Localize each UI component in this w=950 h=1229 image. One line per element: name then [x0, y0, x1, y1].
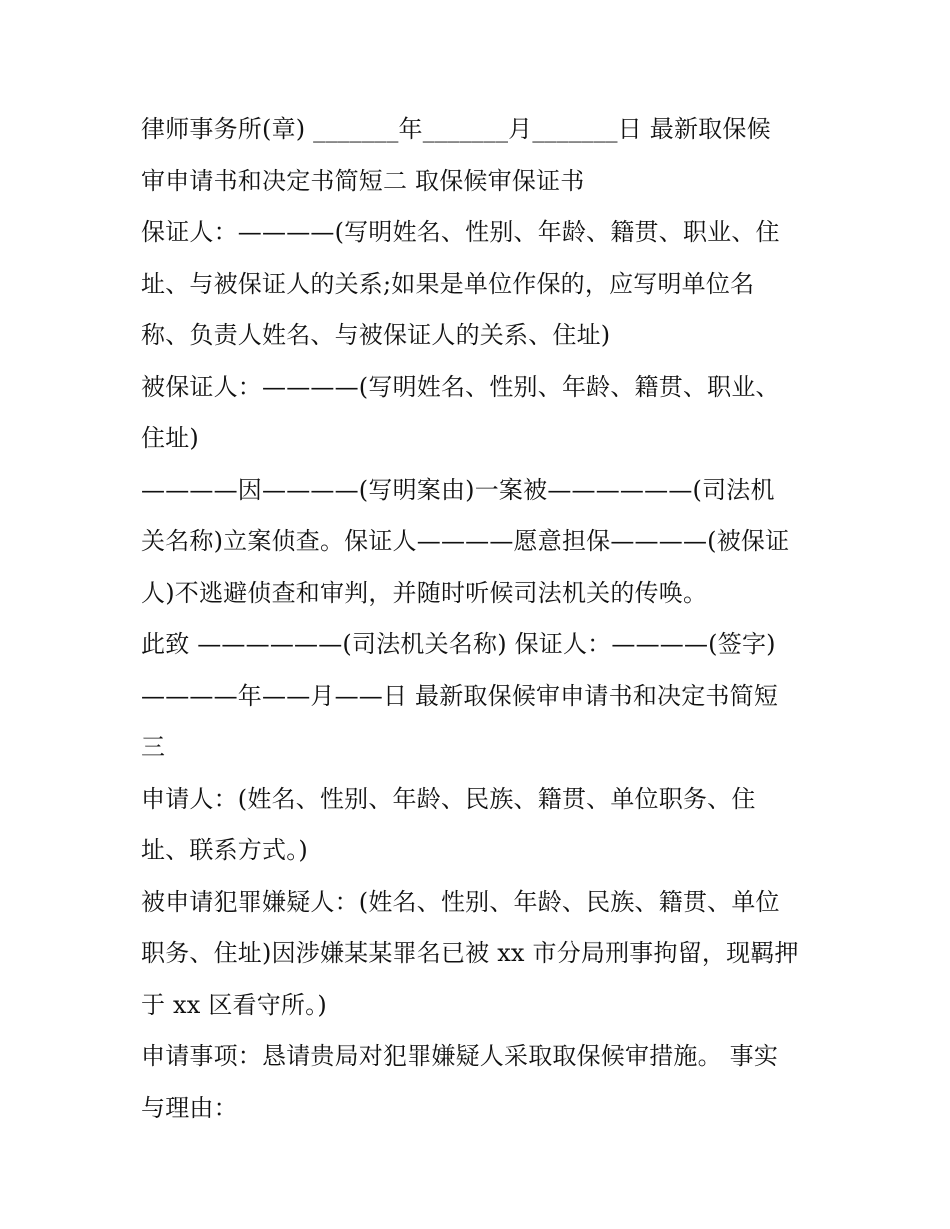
text-line: 址、与被保证人的关系;如果是单位作保的，应写明单位名: [141, 269, 755, 298]
text-line: 与理由：: [141, 1093, 238, 1122]
text-line: 此致 ——————(司法机关名称) 保证人：————(签字): [141, 630, 776, 658]
text-line: 人)不逃避侦查和审判，并随时听候司法机关的传唤。: [141, 578, 708, 607]
text-line: 址、联系方式。): [141, 836, 308, 864]
text-line: 住址): [141, 424, 199, 452]
text-line: ————年——月——日 最新取保候审申请书和决定书简短: [141, 681, 779, 710]
text-line: ————因————(写明案由)一案被——————(司法机: [141, 475, 775, 504]
text-line: 审申请书和决定书简短二 取保候审保证书: [141, 166, 585, 195]
text-line: 申请人：(姓名、性别、年龄、民族、籍贯、单位职务、住: [141, 784, 756, 813]
text-line: 保证人：————(写明姓名、性别、年龄、籍贯、职业、住: [141, 218, 780, 246]
text-line: 被申请犯罪嫌疑人：(姓名、性别、年龄、民族、籍贯、单位: [141, 887, 780, 916]
text-line: 关名称)立案侦查。保证人————愿意担保————(被保证: [141, 527, 790, 555]
text-line: 职务、住址)因涉嫌某某罪名已被 xx 市分局刑事拘留，现羁押: [141, 939, 799, 967]
text-line: 律师事务所(章) _______年_______月_______日 最新取保候: [141, 115, 771, 143]
text-line: 于 xx 区看守所。): [141, 990, 327, 1019]
text-line: 被保证人：————(写明姓名、性别、年龄、籍贯、职业、: [141, 372, 780, 401]
text-line: 申请事项：恳请贵局对犯罪嫌疑人采取取保候审措施。 事实: [141, 1042, 779, 1070]
text-line: 称、负责人姓名、与被保证人的关系、住址): [141, 321, 611, 349]
text-line: 三: [141, 733, 166, 761]
document-body: [141, 104, 811, 1134]
